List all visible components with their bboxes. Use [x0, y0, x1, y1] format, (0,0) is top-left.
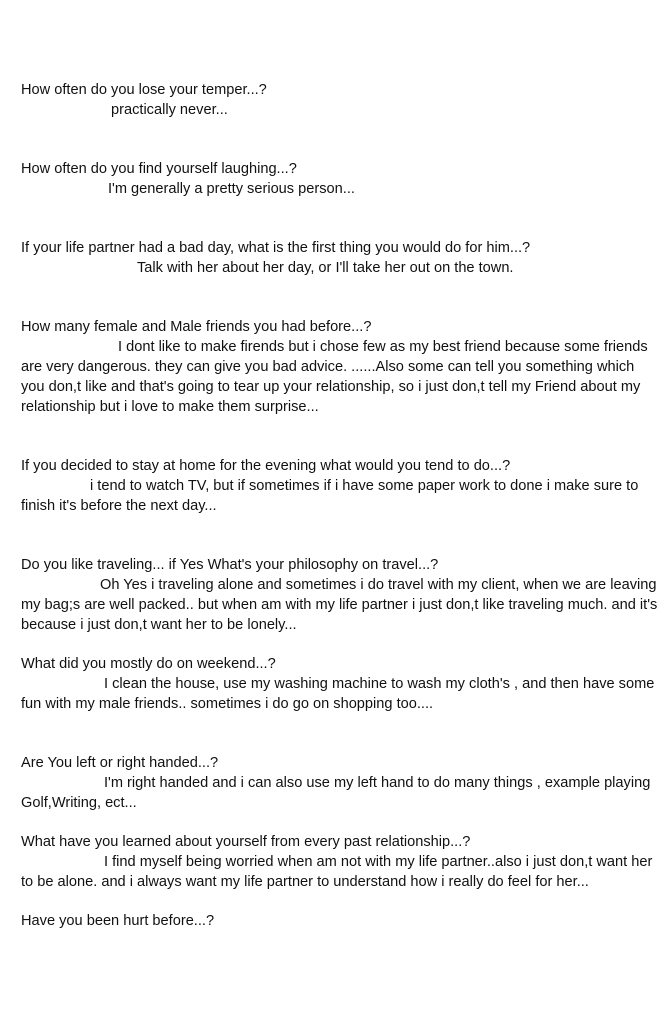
- question: How many female and Male friends you had before...?: [21, 319, 372, 335]
- qa-block: [21, 456, 661, 516]
- answer: I clean the house, use my washing machine to wash my cloth's , and then have some fun with my male friends.. sometimes i do go on shopping too....: [21, 676, 655, 712]
- qa-block: [21, 238, 661, 278]
- question: How often do you find yourself laughing...?: [21, 161, 297, 177]
- answer: I find myself being worried when am not with my life partner..also i just don,t want her to be alone. and i always want my life partner to understand how i really do feel for her...: [21, 854, 653, 890]
- answer: I dont like to make firends but i chose few as my best friend because some friends are very dangerous. they can give you bad advice. ......Also some can tell you something which you don,t like and that's going to tear up your relationship, so i just don,t tell my Friend about my relationship but i love to make them surprise...: [21, 339, 648, 415]
- answer: practically never...: [111, 102, 228, 118]
- qa-block: [21, 654, 661, 714]
- question: Are You left or right handed...?: [21, 755, 219, 771]
- qa-block: [21, 317, 661, 417]
- qa-block: [21, 753, 661, 813]
- qa-block: [21, 80, 661, 120]
- qa-block: [21, 911, 661, 931]
- question: If your life partner had a bad day, what is the first thing you would do for him...?: [21, 240, 531, 256]
- question: Do you like traveling... if Yes What's your philosophy on travel...?: [21, 557, 439, 573]
- question: Have you been hurt before...?: [21, 913, 215, 929]
- answer: i tend to watch TV, but if sometimes if i have some paper work to done i make sure to finish it's before the next day...: [21, 478, 639, 514]
- question: What did you mostly do on weekend...?: [21, 656, 276, 672]
- question: How often do you lose your temper...?: [21, 82, 267, 98]
- qa-block: [21, 159, 661, 199]
- answer: Talk with her about her day, or I'll take her out on the town.: [137, 260, 514, 276]
- qa-block: [21, 555, 661, 635]
- answer: I'm right handed and i can also use my left hand to do many things , example playing Golf,Writing, ect...: [21, 775, 651, 811]
- question: If you decided to stay at home for the evening what would you tend to do...?: [21, 458, 511, 474]
- answer: I'm generally a pretty serious person...: [108, 181, 355, 197]
- qa-block: [21, 832, 661, 892]
- question: What have you learned about yourself from every past relationship...?: [21, 834, 471, 850]
- answer: Oh Yes i traveling alone and sometimes i do travel with my client, when we are leaving my bag;s are well packed.. but when am with my life partner i just don,t like traveling much. and it's because i just don,t want her to be lonely...: [21, 577, 658, 633]
